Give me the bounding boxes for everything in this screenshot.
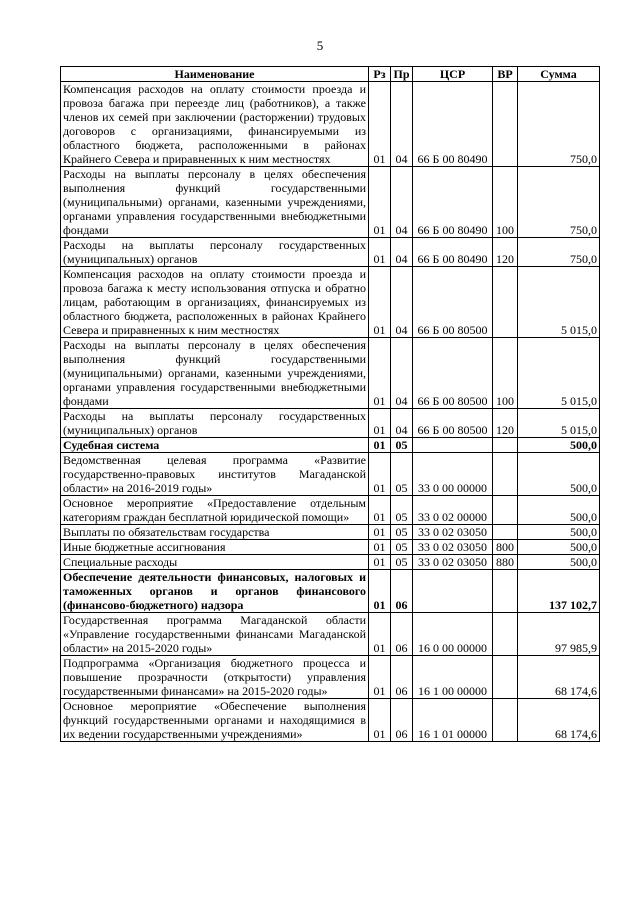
table-row — [61, 267, 600, 338]
row-name: Обеспечение деятельности финансовых, налоговых и таможенных органов и органов финансового (финансово-бюджетного) надзора — [61, 570, 369, 613]
row-sum: 500,0 — [518, 438, 600, 453]
table-header-row — [61, 67, 600, 82]
table-row — [61, 238, 600, 267]
row-name: Компенсация расходов на оплату стоимости проезда и провоза багажа к месту использования отпуска и обратно лицам, работающим в организациях, финансируемых из областного бюджета, расположенных в районах Крайнего Севера и приравненных к ним местностях — [61, 267, 369, 338]
table-row — [61, 570, 600, 613]
table-row — [61, 82, 600, 167]
row-csr: 33 0 02 03050 — [413, 555, 493, 570]
row-rz: 01 — [369, 525, 391, 540]
header-vr: ВР — [493, 67, 518, 82]
header-rz: Рз — [369, 67, 391, 82]
table-row — [61, 555, 600, 570]
row-pr: 06 — [391, 656, 413, 699]
row-csr: 33 0 02 03050 — [413, 525, 493, 540]
row-sum: 5 015,0 — [518, 409, 600, 438]
header-sum: Сумма — [518, 67, 600, 82]
row-sum: 500,0 — [518, 496, 600, 525]
row-pr: 05 — [391, 540, 413, 555]
row-vr — [493, 656, 518, 699]
table-row — [61, 338, 600, 409]
row-vr — [493, 699, 518, 742]
row-rz: 01 — [369, 540, 391, 555]
table-row — [61, 496, 600, 525]
row-vr — [493, 438, 518, 453]
row-rz: 01 — [369, 82, 391, 167]
row-name: Расходы на выплаты персоналу государственных (муниципальных) органов — [61, 409, 369, 438]
row-rz: 01 — [369, 238, 391, 267]
row-sum: 68 174,6 — [518, 699, 600, 742]
table-row — [61, 453, 600, 496]
row-vr: 800 — [493, 540, 518, 555]
row-sum: 500,0 — [518, 525, 600, 540]
row-name: Расходы на выплаты персоналу в целях обеспечения выполнения функций государственными (муниципальными) органами, казенными учреждениями, органами управления государственными внебюджетными фондами — [61, 338, 369, 409]
row-name: Судебная система — [61, 438, 369, 453]
row-rz: 01 — [369, 167, 391, 238]
row-vr: 100 — [493, 167, 518, 238]
row-name: Иные бюджетные ассигнования — [61, 540, 369, 555]
table-row — [61, 409, 600, 438]
row-vr — [493, 453, 518, 496]
row-vr — [493, 496, 518, 525]
row-pr: 04 — [391, 82, 413, 167]
header-name: Наименование — [61, 67, 369, 82]
row-sum: 500,0 — [518, 555, 600, 570]
row-vr: 120 — [493, 238, 518, 267]
row-rz: 01 — [369, 338, 391, 409]
row-vr — [493, 267, 518, 338]
row-csr: 66 Б 00 80500 — [413, 409, 493, 438]
row-name: Компенсация расходов на оплату стоимости проезда и провоза багажа при переезде лиц (работников), а также членов их семей при заключении (расторжении) трудовых договоров с организациями, финансируемыми из областного бюджета, расположенными в районах Крайнего Севера и приравненных к ним местностях — [61, 82, 369, 167]
row-sum: 68 174,6 — [518, 656, 600, 699]
row-rz: 01 — [369, 555, 391, 570]
row-rz: 01 — [369, 453, 391, 496]
row-name: Расходы на выплаты персоналу государственных (муниципальных) органов — [61, 238, 369, 267]
row-name: Выплаты по обязательствам государства — [61, 525, 369, 540]
header-csr: ЦСР — [413, 67, 493, 82]
row-sum: 5 015,0 — [518, 267, 600, 338]
row-name: Основное мероприятие «Обеспечение выполнения функций государственными органами и находящимися в их ведении государственными учреждениями» — [61, 699, 369, 742]
row-name: Ведомственная целевая программа «Развитие государственно-правовых институтов Магаданской области» на 2016-2019 годы» — [61, 453, 369, 496]
row-csr: 66 Б 00 80490 — [413, 82, 493, 167]
row-csr: 66 Б 00 80500 — [413, 338, 493, 409]
row-name: Специальные расходы — [61, 555, 369, 570]
row-rz: 01 — [369, 656, 391, 699]
row-sum: 5 015,0 — [518, 338, 600, 409]
row-sum: 750,0 — [518, 82, 600, 167]
row-pr: 04 — [391, 238, 413, 267]
table-row — [61, 540, 600, 555]
row-pr: 05 — [391, 525, 413, 540]
row-csr: 66 Б 00 80490 — [413, 238, 493, 267]
row-csr — [413, 438, 493, 453]
table-body — [61, 82, 600, 742]
row-pr: 04 — [391, 409, 413, 438]
row-rz: 01 — [369, 699, 391, 742]
table-row — [61, 699, 600, 742]
row-csr — [413, 570, 493, 613]
row-pr: 04 — [391, 338, 413, 409]
row-pr: 04 — [391, 267, 413, 338]
table-row — [61, 613, 600, 656]
row-rz: 01 — [369, 409, 391, 438]
row-pr: 05 — [391, 453, 413, 496]
table-row — [61, 525, 600, 540]
row-pr: 06 — [391, 570, 413, 613]
row-csr: 33 0 00 00000 — [413, 453, 493, 496]
row-rz: 01 — [369, 438, 391, 453]
header-pr: Пр — [391, 67, 413, 82]
row-sum: 137 102,7 — [518, 570, 600, 613]
row-vr: 880 — [493, 555, 518, 570]
row-pr: 04 — [391, 167, 413, 238]
row-name: Подпрограмма «Организация бюджетного процесса и повышение прозрачности (открытости) управления государственными финансами» на 2015-2020 годы» — [61, 656, 369, 699]
row-pr: 05 — [391, 496, 413, 525]
row-sum: 750,0 — [518, 167, 600, 238]
row-pr: 05 — [391, 438, 413, 453]
row-vr — [493, 570, 518, 613]
row-rz: 01 — [369, 267, 391, 338]
row-sum: 500,0 — [518, 540, 600, 555]
table-row — [61, 167, 600, 238]
table-row — [61, 656, 600, 699]
row-name: Основное мероприятие «Предоставление отдельным категориям граждан бесплатной юридической помощи» — [61, 496, 369, 525]
row-sum: 500,0 — [518, 453, 600, 496]
row-csr: 33 0 02 00000 — [413, 496, 493, 525]
table-row — [61, 438, 600, 453]
row-pr: 05 — [391, 555, 413, 570]
row-vr: 100 — [493, 338, 518, 409]
row-name: Расходы на выплаты персоналу в целях обеспечения выполнения функций государственными (муниципальными) органами, казенными учреждениями, органами управления государственными внебюджетными фондами — [61, 167, 369, 238]
row-csr: 16 0 00 00000 — [413, 613, 493, 656]
row-vr: 120 — [493, 409, 518, 438]
row-csr: 16 1 00 00000 — [413, 656, 493, 699]
row-rz: 01 — [369, 613, 391, 656]
row-sum: 750,0 — [518, 238, 600, 267]
row-csr: 66 Б 00 80490 — [413, 167, 493, 238]
row-rz: 01 — [369, 496, 391, 525]
row-sum: 97 985,9 — [518, 613, 600, 656]
page-number: 5 — [316, 38, 324, 53]
row-pr: 06 — [391, 699, 413, 742]
row-csr: 33 0 02 03050 — [413, 540, 493, 555]
row-pr: 06 — [391, 613, 413, 656]
row-name: Государственная программа Магаданской области «Управление государственными финансами Магаданской области» на 2015-2020 годы» — [61, 613, 369, 656]
row-vr — [493, 525, 518, 540]
budget-table — [60, 66, 600, 742]
row-csr: 66 Б 00 80500 — [413, 267, 493, 338]
row-vr — [493, 613, 518, 656]
row-csr: 16 1 01 00000 — [413, 699, 493, 742]
row-vr — [493, 82, 518, 167]
row-rz: 01 — [369, 570, 391, 613]
